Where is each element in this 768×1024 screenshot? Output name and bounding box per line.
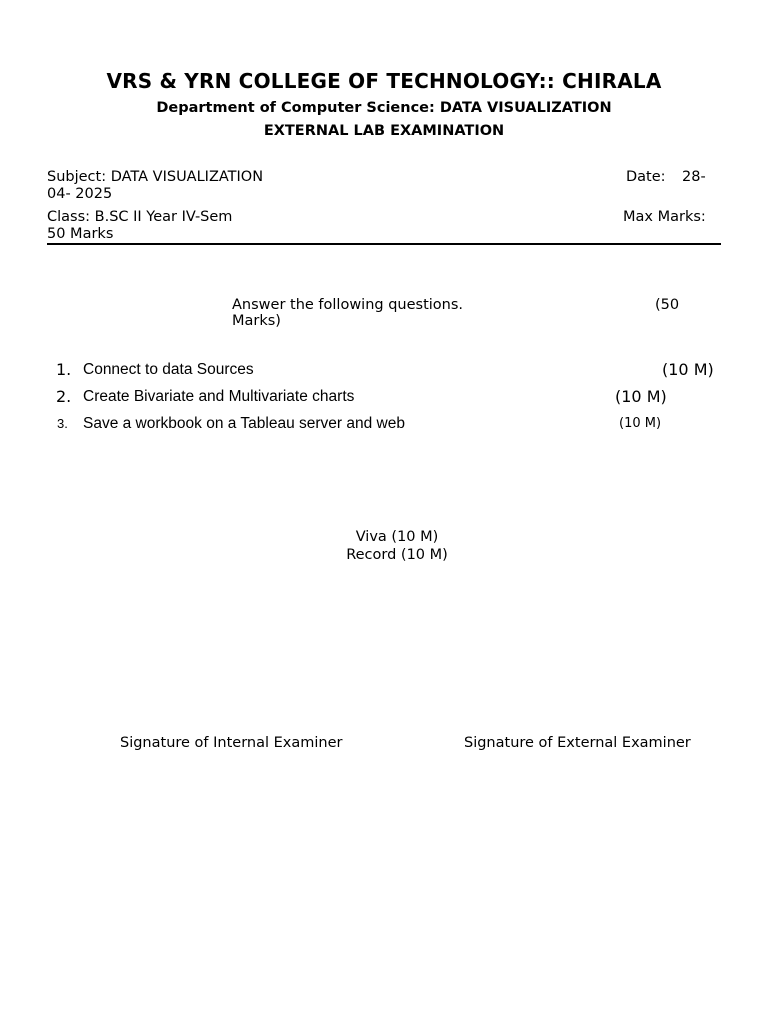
question-number: 1.	[56, 360, 72, 379]
question-marks: (10 M)	[662, 360, 714, 379]
internal-examiner-signature: Signature of Internal Examiner	[120, 735, 343, 751]
date-value-continued: 04- 2025	[47, 186, 113, 202]
instructions-text: Answer the following questions.	[232, 297, 464, 313]
instructions-marks-continued: Marks)	[232, 313, 281, 329]
question-number: 2.	[56, 387, 72, 406]
question-text: Create Bivariate and Multivariate charts	[83, 388, 355, 405]
department-title: Department of Computer Science: DATA VISUALIZATION	[156, 100, 612, 116]
date-label: Date:	[626, 169, 666, 185]
max-marks-value: 50 Marks	[47, 226, 114, 242]
external-examiner-signature: Signature of External Examiner	[464, 735, 691, 751]
exam-title: EXTERNAL LAB EXAMINATION	[263, 123, 505, 139]
question-marks: (10 M)	[615, 387, 667, 406]
header-divider	[47, 243, 721, 245]
class-line: Class: B.SC II Year IV-Sem	[47, 209, 233, 225]
question-text: Save a workbook on a Tableau server and web	[83, 415, 405, 432]
date-value: 28-	[682, 169, 706, 185]
question-marks: (10 M)	[619, 416, 662, 431]
viva-marks: Viva (10 M)	[355, 529, 439, 545]
question-text: Connect to data Sources	[83, 361, 254, 378]
max-marks-label: Max Marks:	[623, 209, 706, 225]
college-title: VRS & YRN COLLEGE OF TECHNOLOGY:: CHIRALA	[106, 69, 662, 93]
subject-line: Subject: DATA VISUALIZATION	[47, 169, 264, 185]
record-marks: Record (10 M)	[346, 547, 448, 563]
question-number: 3.	[57, 416, 68, 431]
instructions-marks: (50	[655, 297, 680, 313]
